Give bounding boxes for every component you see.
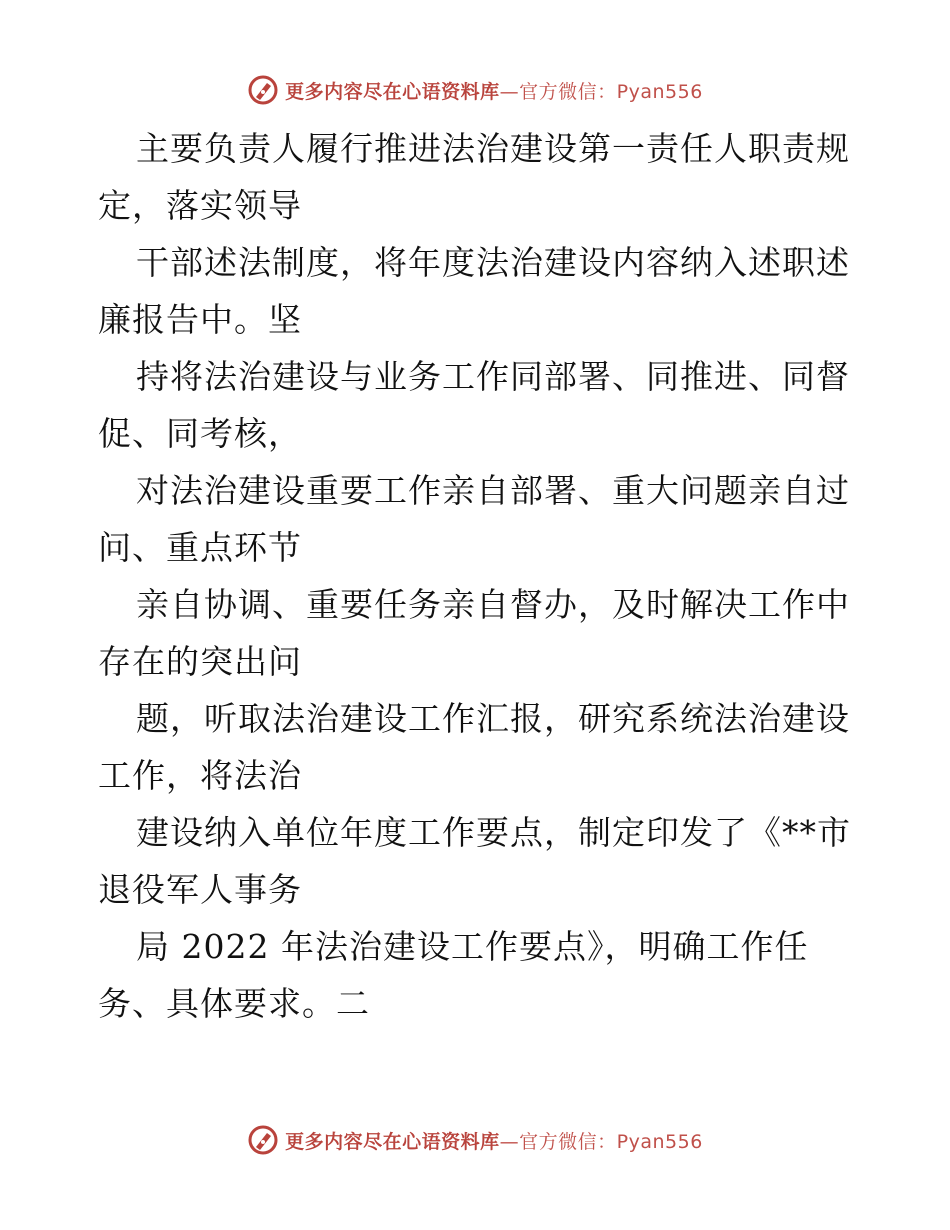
footer-watermark bbox=[0, 1122, 950, 1158]
body-line: 主要负责人履行推进法治建设第一责任人职责规 bbox=[136, 129, 850, 168]
body-line: 促、同考核， bbox=[98, 414, 302, 453]
body-line: 退役军人事务 bbox=[98, 870, 302, 909]
watermark-contact-text: —官方微信：Pyan556 bbox=[499, 80, 703, 103]
pen-nib-circle-icon bbox=[247, 1124, 279, 1156]
watermark-main-text: 更多内容尽在心语资料库 bbox=[285, 1130, 500, 1153]
body-line: 工作，将法治 bbox=[98, 756, 302, 795]
body-line: 建设纳入单位年度工作要点，制定印发了《**市 bbox=[136, 813, 851, 852]
document-body bbox=[98, 120, 858, 1032]
body-line: 廉报告中。坚 bbox=[98, 300, 302, 339]
body-line: 亲自协调、重要任务亲自督办，及时解决工作中 bbox=[136, 585, 850, 624]
body-line: 存在的突出问 bbox=[98, 642, 302, 681]
body-line: 局 2022 年法治建设工作要点》，明确工作任 bbox=[136, 927, 809, 966]
body-line: 问、重点环节 bbox=[98, 528, 302, 567]
pen-nib-circle-icon bbox=[247, 74, 279, 106]
body-line: 务、具体要求。二 bbox=[98, 984, 370, 1023]
watermark-contact-text: —官方微信：Pyan556 bbox=[499, 1130, 703, 1153]
body-line: 定，落实领导 bbox=[98, 186, 302, 225]
body-line: 干部述法制度，将年度法治建设内容纳入述职述 bbox=[136, 243, 850, 282]
watermark-main-text: 更多内容尽在心语资料库 bbox=[285, 80, 500, 103]
header-watermark bbox=[0, 72, 950, 108]
body-line: 持将法治建设与业务工作同部署、同推进、同督 bbox=[136, 357, 850, 396]
body-line: 题，听取法治建设工作汇报，研究系统法治建设 bbox=[136, 699, 850, 738]
body-line: 对法治建设重要工作亲自部署、重大问题亲自过 bbox=[136, 471, 850, 510]
